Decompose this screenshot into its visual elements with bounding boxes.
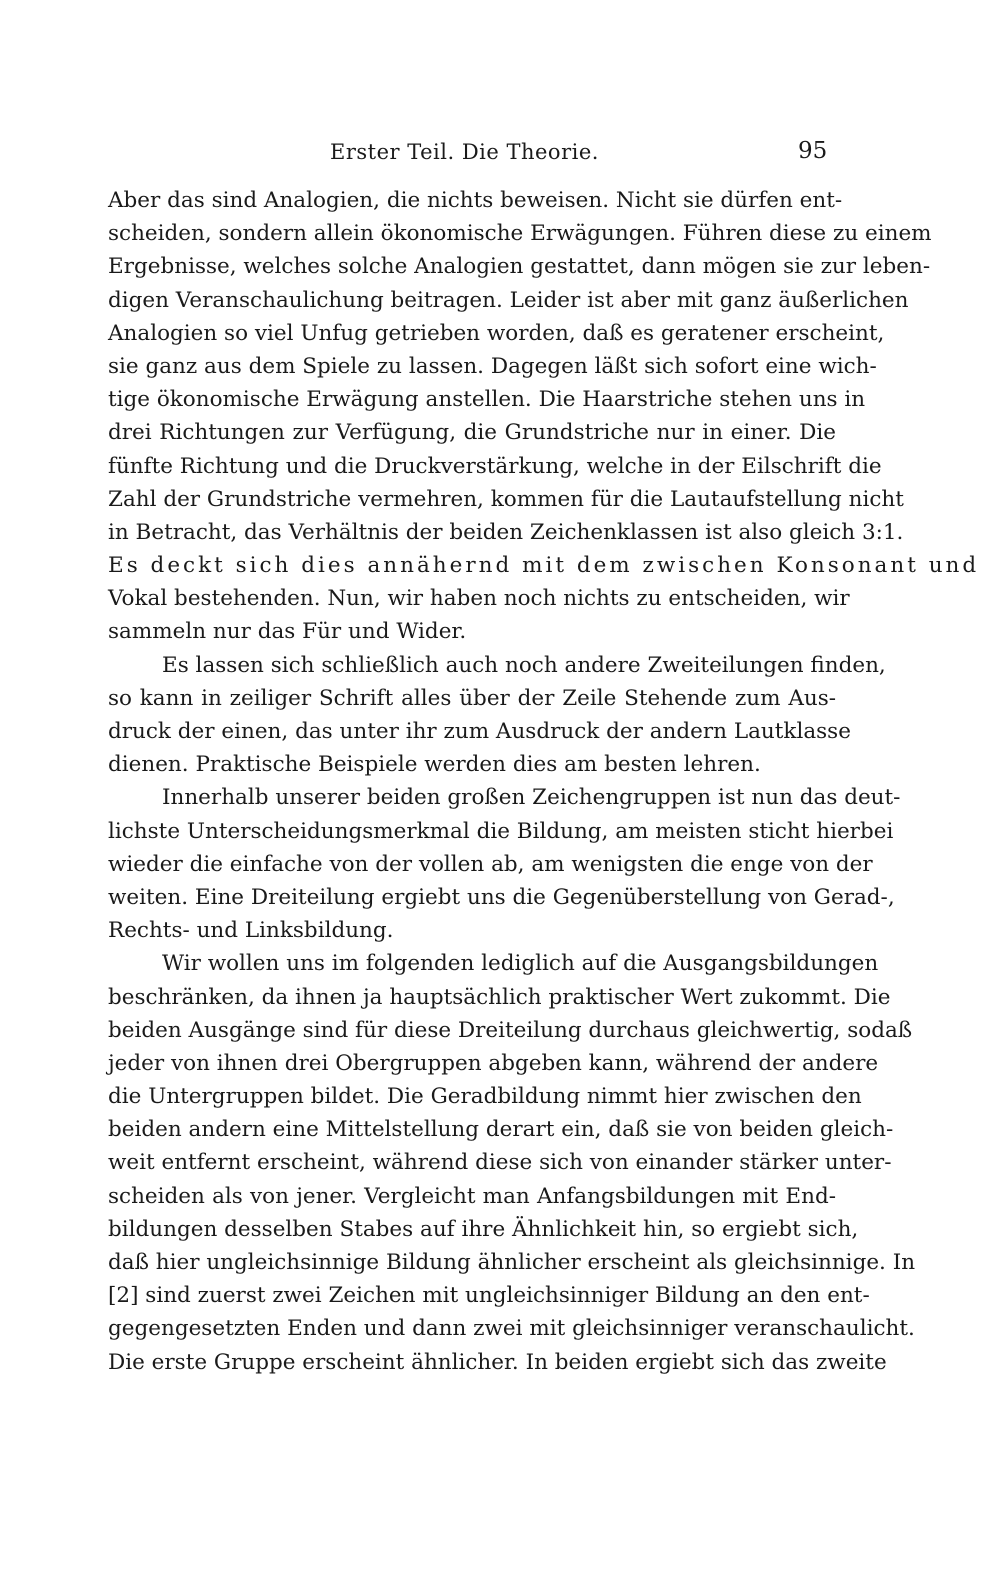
text-line: beiden Ausgänge sind für diese Dreiteilung durchaus gleichwertig, sodaß (108, 1017, 913, 1043)
text-line: drei Richtungen zur Verfügung, die Grundstriche nur in einer. Die (108, 420, 836, 446)
text-line: die Untergruppen bildet. Die Geradbildung nimmt hier zwischen den (108, 1084, 862, 1110)
text-line: scheiden, sondern allein ökonomische Erwägungen. Führen diese zu einem (108, 221, 932, 247)
paragraph-first-line: Innerhalb unserer beiden großen Zeichengruppen ist nun das deut- (162, 785, 901, 811)
text-line: lichste Unterscheidungsmerkmal die Bildung, am meisten sticht hierbei (108, 818, 894, 844)
page-number: 95 (798, 138, 828, 164)
text-line: druck der einen, das unter ihr zum Ausdruck der andern Lautklasse (108, 719, 851, 744)
paragraph-first-line: Es lassen sich schließlich auch noch andere Zweiteilungen finden, (162, 652, 886, 678)
text-line: tige ökonomische Erwägung anstellen. Die Haarstriche stehen uns in (108, 387, 866, 413)
text-line: Analogien so viel Unfug getrieben worden, daß es geratener erscheint, (108, 320, 885, 346)
text-line: dienen. Praktische Beispiele werden dies am besten lehren. (108, 752, 761, 778)
body-text (108, 184, 980, 1379)
text-line: Rechts- und Linksbildung. (108, 918, 394, 944)
text-line: Aber das sind Analogien, die nichts beweisen. Nicht sie dürfen ent- (108, 188, 843, 213)
text-line: weit entfernt erscheint, während diese sich von einander stärker unter- (108, 1150, 892, 1176)
text-line: sammeln nur das Für und Wider. (108, 619, 467, 645)
text-line: Die erste Gruppe erscheint ähnlicher. In beiden ergiebt sich das zweite (108, 1349, 887, 1375)
text-line: jeder von ihnen drei Obergruppen abgeben kann, während der andere (108, 1050, 879, 1076)
text-line: [2] sind zuerst zwei Zeichen mit ungleichsinniger Bildung an den ent- (108, 1283, 870, 1309)
paragraph-first-line: Wir wollen uns im folgenden lediglich auf die Ausgangsbildungen (162, 951, 879, 977)
text-line: bildungen desselben Stabes auf ihre Ähnlichkeit hin, so ergiebt sich, (108, 1216, 859, 1242)
text-line: beschränken, da ihnen ja hauptsächlich praktischer Wert zukommt. Die (108, 984, 891, 1010)
text-line: Es deckt sich dies annähernd mit dem zwischen Konsonant und (108, 553, 980, 579)
text-line: Ergebnisse, welches solche Analogien gestattet, dann mögen sie zur leben- (108, 254, 931, 280)
text-line: scheiden als von jener. Vergleicht man Anfangsbildungen mit End- (108, 1183, 836, 1209)
text-line: digen Veranschaulichung beitragen. Leider ist aber mit ganz äußerlichen (108, 287, 909, 313)
text-line: sie ganz aus dem Spiele zu lassen. Dagegen läßt sich sofort eine wich- (108, 353, 877, 379)
text-line: fünfte Richtung und die Druckverstärkung, welche in der Eilschrift die (108, 453, 882, 479)
text-line: Zahl der Grundstriche vermehren, kommen für die Lautaufstellung nicht (108, 486, 904, 512)
running-title: Erster Teil. Die Theorie. (330, 140, 599, 164)
text-line: wieder die einfache von der vollen ab, am wenigsten die enge von der (108, 851, 873, 877)
text-line: beiden andern eine Mittelstellung derart ein, daß sie von beiden gleich- (108, 1117, 894, 1143)
text-line: weiten. Eine Dreiteilung ergiebt uns die Gegenüberstellung von Gerad-, (108, 884, 895, 910)
text-line: gegengesetzten Enden und dann zwei mit gleichsinniger veranschaulicht. (108, 1316, 915, 1342)
text-line: Vokal bestehenden. Nun, wir haben noch nichts zu entscheiden, wir (108, 586, 850, 612)
running-head (0, 140, 1000, 170)
text-line: daß hier ungleichsinnige Bildung ähnlicher erscheint als gleichsinnige. In (108, 1250, 916, 1275)
text-line: so kann in zeiliger Schrift alles über der Zeile Stehende zum Aus- (108, 685, 836, 711)
text-line: in Betracht, das Verhältnis der beiden Zeichenklassen ist also gleich 3:1. (108, 519, 904, 545)
